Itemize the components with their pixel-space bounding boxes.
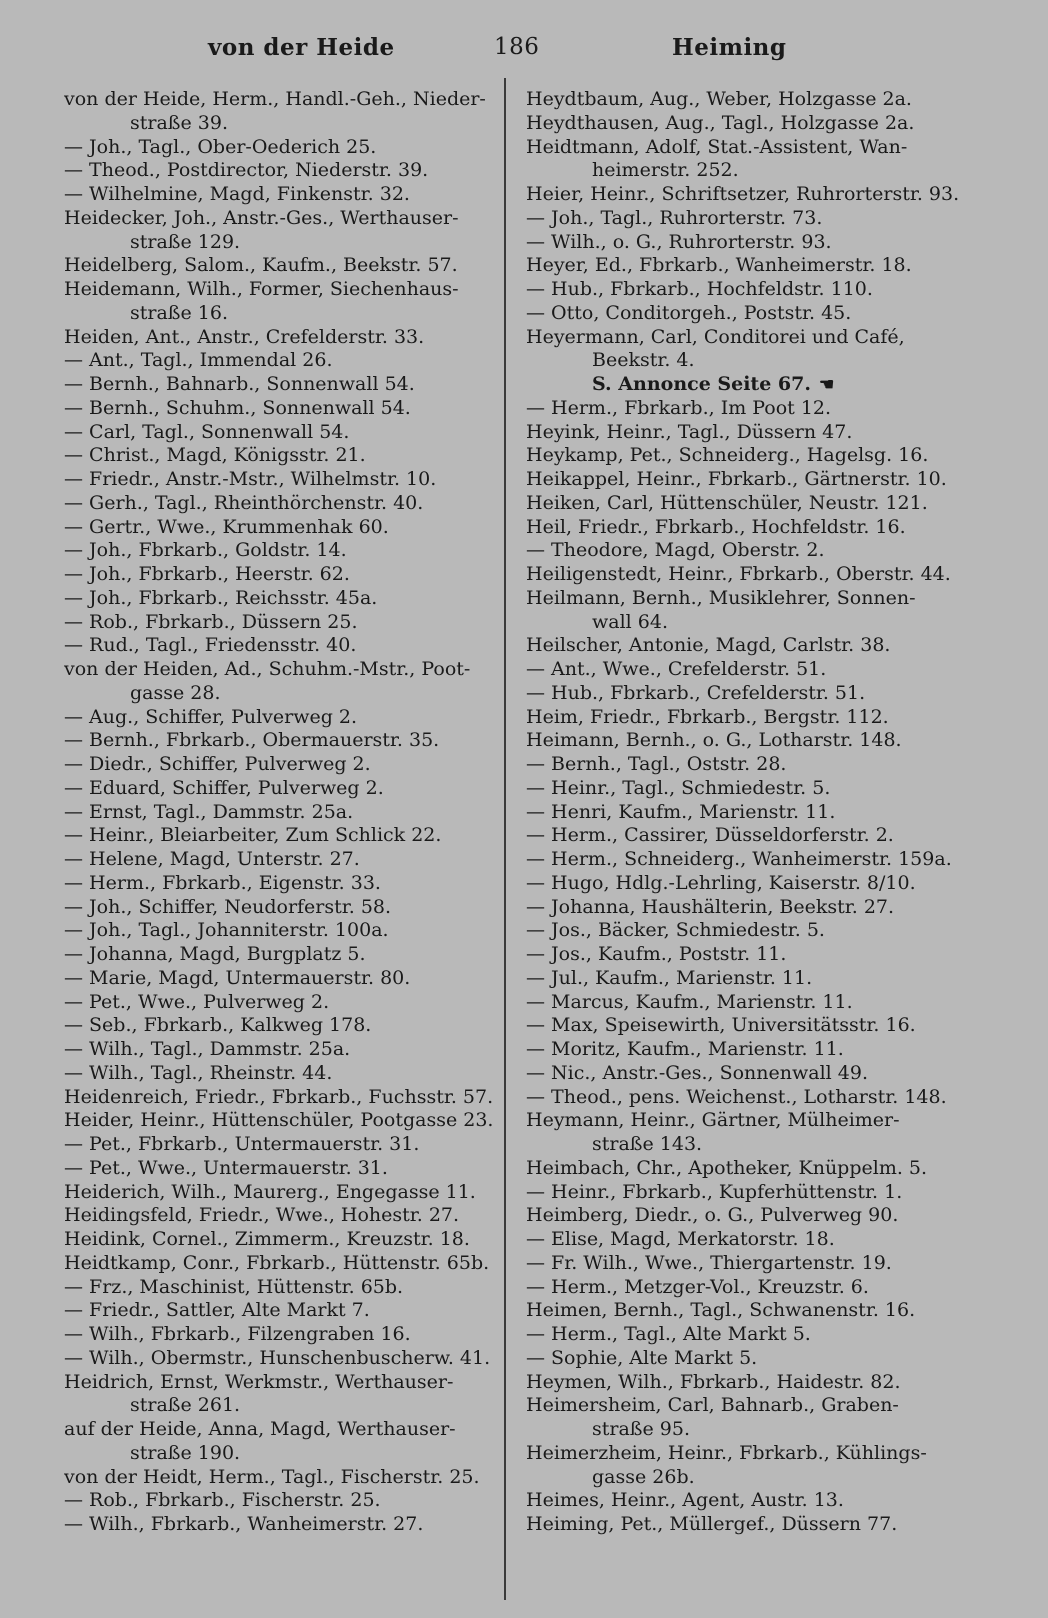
directory-entry-line: [526, 824, 974, 848]
entry-text: — Joh., Fbrkarb., Heerstr. 62.: [64, 563, 350, 585]
entry-text: — Rob., Fbrkarb., Düssern 25.: [64, 610, 358, 633]
entry-text: — Heinr., Bleiarbeiter, Zum Schlick 22.: [64, 824, 442, 847]
directory-entry-line: [526, 587, 974, 611]
entry-text: — Marie, Magd, Untermauerstr. 80.: [64, 966, 411, 989]
directory-entry-line: [526, 919, 974, 943]
entry-text: — Herm., Schneiderg., Wanheimerstr. 159a.: [526, 848, 952, 870]
entry-text: — Joh., Tagl., Johanniterstr. 100a.: [64, 919, 389, 942]
directory-entry-line: [64, 1323, 500, 1347]
entry-text: Heydthausen, Aug., Tagl., Holzgasse 2a.: [526, 111, 915, 134]
entry-text: — Wilh., Obermstr., Hunschenbuscherw. 41.: [64, 1346, 491, 1369]
entry-text: Heidtmann, Adolf, Stat.-Assistent, Wan-: [526, 135, 908, 158]
entry-text: — Carl, Tagl., Sonnenwall 54.: [64, 420, 350, 443]
directory-entry-line: [526, 349, 974, 373]
directory-entry-line: [64, 587, 500, 611]
directory-entry-line: [64, 658, 500, 682]
entry-text: Heiden, Ant., Anstr., Crefelderstr. 33.: [64, 325, 425, 348]
entry-text: straße 129.: [130, 230, 241, 253]
directory-entry-line: [64, 1371, 500, 1395]
directory-entry-line: [64, 896, 500, 920]
entry-text: auf der Heide, Anna, Magd, Werthauser-: [64, 1418, 456, 1440]
directory-entry-line: [526, 753, 974, 777]
directory-entry-line: [64, 872, 500, 896]
entry-text: Heymann, Heinr., Gärtner, Mülheimer-: [526, 1109, 900, 1132]
directory-entry-line: [526, 278, 974, 302]
directory-entry-line: [64, 183, 500, 207]
directory-entry-line: [64, 1204, 500, 1228]
entry-text: Heiming, Pet., Müllergef., Düssern 77.: [526, 1513, 898, 1535]
entry-text: — Pet., Wwe., Untermauerstr. 31.: [64, 1156, 388, 1179]
entry-text: — Bernh., Schuhm., Sonnenwall 54.: [64, 396, 411, 419]
directory-entry-line: [64, 1276, 500, 1300]
directory-entry-line: [526, 634, 974, 658]
entry-text: straße 39.: [130, 111, 228, 134]
directory-entry-line: [64, 1513, 500, 1537]
directory-entry-line: [526, 1489, 974, 1513]
entry-text: — Bernh., Bahnarb., Sonnenwall 54.: [64, 373, 415, 395]
directory-entry-line: [526, 516, 974, 540]
entry-text: — Seb., Fbrkarb., Kalkweg 178.: [64, 1014, 372, 1037]
entry-text: Heyer, Ed., Fbrkarb., Wanheimerstr. 18.: [526, 254, 912, 277]
page-header: [0, 34, 1048, 70]
entry-text: — Friedr., Sattler, Alte Markt 7.: [64, 1299, 370, 1322]
directory-entry-line: [64, 706, 500, 730]
directory-entry-line: [64, 397, 500, 421]
directory-entry-line: [64, 468, 500, 492]
entry-text: Heidelberg, Salom., Kaufm., Beekstr. 57.: [64, 254, 458, 277]
directory-entry-line: [526, 231, 974, 255]
column-divider: [504, 78, 506, 1600]
directory-entry-line: [64, 801, 500, 825]
directory-entry-line: [526, 1418, 974, 1442]
directory-entry-line: [64, 729, 500, 753]
directory-entry-line: [526, 1204, 974, 1228]
entry-text: Heier, Heinr., Schriftsetzer, Ruhrorterstr. 93.: [526, 183, 960, 205]
directory-entry-line: [526, 468, 974, 492]
directory-entry-line: [64, 112, 500, 136]
directory-entry-line: [64, 848, 500, 872]
entry-text: S. Annonce Seite 67.: [592, 373, 811, 395]
entry-text: Heidenreich, Friedr., Fbrkarb., Fuchsstr. 57.: [64, 1085, 494, 1108]
directory-entry-line: [526, 326, 974, 350]
directory-entry-line: [64, 421, 500, 445]
entry-text: Heidingsfeld, Friedr., Wwe., Hohestr. 27.: [64, 1204, 460, 1227]
entry-text: — Frz., Maschinist, Hüttenstr. 65b.: [64, 1275, 404, 1298]
entry-text: — Otto, Conditorgeh., Poststr. 45.: [526, 301, 852, 324]
directory-entry-line: [526, 444, 974, 468]
directory-entry-line: [526, 1062, 974, 1086]
entry-text: — Nic., Anstr.-Ges., Sonnenwall 49.: [526, 1061, 868, 1084]
entry-text: — Wilh., o. G., Ruhrorterstr. 93.: [526, 230, 832, 253]
directory-entry-line: [526, 302, 974, 326]
directory-entry-line: [64, 1442, 500, 1466]
entry-text: Heikappel, Heinr., Fbrkarb., Gärtnerstr. 10.: [526, 468, 947, 490]
directory-entry-line: [526, 207, 974, 231]
entry-text: Heiderich, Wilh., Maurerg., Engegasse 11.: [64, 1180, 476, 1203]
directory-entry-line: [526, 1133, 974, 1157]
directory-entry-line: [64, 278, 500, 302]
directory-entry-line: [64, 539, 500, 563]
directory-entry-line: [526, 682, 974, 706]
entry-text: — Ant., Tagl., Immendal 26.: [64, 349, 333, 372]
entry-text: — Hugo, Hdlg.-Lehrling, Kaiserstr. 8/10.: [526, 871, 916, 894]
entry-text: — Joh., Fbrkarb., Reichsstr. 45a.: [64, 586, 378, 609]
directory-entry-line: [526, 183, 974, 207]
entry-text: Heykamp, Pet., Schneiderg., Hagelsg. 16.: [526, 444, 929, 467]
directory-entry-line: [64, 824, 500, 848]
directory-entry-line: [64, 136, 500, 160]
entry-text: — Wilh., Fbrkarb., Wanheimerstr. 27.: [64, 1513, 424, 1535]
directory-entry-line: [526, 1299, 974, 1323]
entry-text: — Herm., Cassirer, Düsseldorferstr. 2.: [526, 824, 894, 847]
directory-entry-line: [526, 991, 974, 1015]
entry-text: — Rud., Tagl., Friedensstr. 40.: [64, 634, 357, 657]
directory-entry-line: [526, 421, 974, 445]
directory-entry-line: [64, 611, 500, 635]
directory-entry-line: [64, 1347, 500, 1371]
entry-text: Heimerzheim, Heinr., Fbrkarb., Kühlings-: [526, 1441, 927, 1464]
entry-text: — Ernst, Tagl., Dammstr. 25a.: [64, 800, 354, 823]
directory-entry-line: [64, 777, 500, 801]
directory-entry-line: [526, 397, 974, 421]
entry-text: von der Heiden, Ad., Schuhm.-Mstr., Poot-: [64, 658, 471, 680]
directory-entry-line: [526, 1252, 974, 1276]
directory-entry-line: [64, 1109, 500, 1133]
directory-entry-line: [64, 1086, 500, 1110]
entry-text: — Bernh., Fbrkarb., Obermauerstr. 35.: [64, 729, 440, 752]
entry-text: — Bernh., Tagl., Oststr. 28.: [526, 753, 787, 775]
entry-text: — Hub., Fbrkarb., Crefelderstr. 51.: [526, 681, 866, 704]
entry-text: — Herm., Fbrkarb., Eigenstr. 33.: [64, 871, 381, 894]
entry-text: — Gertr., Wwe., Krummenhak 60.: [64, 515, 389, 538]
entry-text: — Elise, Magd, Merkatorstr. 18.: [526, 1228, 835, 1250]
directory-entry-line: [526, 88, 974, 112]
directory-entry-line: [64, 563, 500, 587]
entry-text: — Pet., Wwe., Pulverweg 2.: [64, 990, 330, 1013]
directory-entry-line: [526, 1347, 974, 1371]
directory-entry-line: [526, 1038, 974, 1062]
directory-entry-line: [64, 1489, 500, 1513]
annonce-reference: [526, 373, 974, 397]
directory-entry-line: [526, 1276, 974, 1300]
entry-text: — Joh., Tagl., Ober-Oederich 25.: [64, 135, 377, 158]
directory-entry-line: [64, 682, 500, 706]
directory-entry-line: [526, 611, 974, 635]
entry-text: Heydtbaum, Aug., Weber, Holzgasse 2a.: [526, 88, 912, 110]
directory-entry-line: [526, 1014, 974, 1038]
directory-entry-line: [64, 302, 500, 326]
directory-entry-line: [526, 1181, 974, 1205]
directory-entry-line: [526, 1442, 974, 1466]
directory-entry-line: [64, 326, 500, 350]
entry-text: — Theodore, Magd, Oberstr. 2.: [526, 539, 825, 562]
entry-text: — Joh., Schiffer, Neudorferstr. 58.: [64, 895, 392, 918]
entry-text: heimerstr. 252.: [592, 159, 739, 182]
entry-text: — Heinr., Fbrkarb., Kupferhüttenstr. 1.: [526, 1180, 903, 1203]
directory-entry-line: [64, 159, 500, 183]
directory-entry-line: [526, 896, 974, 920]
directory-entry-line: [526, 112, 974, 136]
directory-entry-line: [526, 658, 974, 682]
directory-entry-line: [64, 207, 500, 231]
directory-entry-line: [526, 539, 974, 563]
entry-text: straße 190.: [130, 1441, 241, 1464]
entry-text: — Wilh., Tagl., Rheinstr. 44.: [64, 1061, 333, 1084]
entry-text: Heil, Friedr., Fbrkarb., Hochfeldstr. 16.: [526, 515, 906, 538]
entry-text: — Theod., pens. Weichenst., Lotharstr. 148.: [526, 1085, 947, 1108]
entry-text: — Theod., Postdirector, Niederstr. 39.: [64, 159, 429, 182]
directory-entry-line: [64, 967, 500, 991]
directory-entry-line: [64, 231, 500, 255]
entry-text: straße 143.: [592, 1133, 703, 1155]
entry-text: Heidink, Cornel., Zimmerm., Kreuzstr. 18.: [64, 1228, 470, 1250]
entry-text: — Max, Speisewirth, Universitätsstr. 16.: [526, 1014, 916, 1037]
directory-entry-line: [526, 563, 974, 587]
directory-entry-line: [64, 1014, 500, 1038]
entry-text: — Gerh., Tagl., Rheinthörchenstr. 40.: [64, 491, 424, 514]
directory-entry-line: [64, 991, 500, 1015]
entry-text: Heimersheim, Carl, Bahnarb., Graben-: [526, 1394, 899, 1417]
directory-entry-line: [64, 1252, 500, 1276]
entry-text: — Jos., Bäcker, Schmiedestr. 5.: [526, 919, 825, 942]
directory-entry-line: [526, 492, 974, 516]
entry-text: Heimbach, Chr., Apotheker, Knüppelm. 5.: [526, 1156, 928, 1179]
directory-entry-line: [64, 1466, 500, 1490]
directory-entry-line: [526, 1323, 974, 1347]
entry-text: — Ant., Wwe., Crefelderstr. 51.: [526, 658, 827, 680]
entry-text: — Friedr., Anstr.-Mstr., Wilhelmstr. 10.: [64, 468, 437, 490]
entry-text: — Wilh., Fbrkarb., Filzengraben 16.: [64, 1323, 411, 1345]
entry-text: Heiken, Carl, Hüttenschüler, Neustr. 121.: [526, 491, 928, 514]
directory-entry-line: [526, 801, 974, 825]
directory-entry-line: [526, 1086, 974, 1110]
directory-entry-line: [64, 88, 500, 112]
directory-entry-line: [526, 706, 974, 730]
directory-entry-line: [526, 1157, 974, 1181]
entry-text: — Herm., Fbrkarb., Im Poot 12.: [526, 396, 832, 419]
directory-entry-line: [526, 1466, 974, 1490]
directory-entry-line: [526, 1513, 974, 1537]
directory-entry-line: [64, 254, 500, 278]
right-column: [526, 88, 974, 1537]
entry-text: — Herm., Metzger-Vol., Kreuzstr. 6.: [526, 1275, 869, 1298]
entry-text: Heider, Heinr., Hüttenschüler, Pootgasse 23.: [64, 1109, 494, 1132]
entry-text: — Marcus, Kaufm., Marienstr. 11.: [526, 990, 853, 1013]
entry-text: — Hub., Fbrkarb., Hochfeldstr. 110.: [526, 278, 873, 300]
directory-entry-line: [64, 1228, 500, 1252]
entry-text: wall 64.: [592, 610, 668, 633]
left-column: [64, 88, 500, 1537]
entry-text: straße 16.: [130, 301, 228, 324]
header-right-term: Heiming: [672, 34, 787, 61]
entry-text: Heim, Friedr., Fbrkarb., Bergstr. 112.: [526, 705, 889, 728]
entry-text: — Christ., Magd, Königsstr. 21.: [64, 444, 366, 467]
directory-entry-line: [64, 1062, 500, 1086]
directory-entry-line: [64, 349, 500, 373]
entry-text: Heimen, Bernh., Tagl., Schwanenstr. 16.: [526, 1299, 916, 1322]
directory-entry-line: [526, 848, 974, 872]
entry-text: Heyermann, Carl, Conditorei und Café,: [526, 325, 905, 348]
entry-text: gasse 26b.: [592, 1465, 695, 1488]
directory-entry-line: [64, 634, 500, 658]
entry-text: Heiligenstedt, Heinr., Fbrkarb., Oberstr. 44.: [526, 563, 951, 585]
entry-text: von der Heidt, Herm., Tagl., Fischerstr. 25.: [64, 1465, 480, 1488]
entry-text: Heymen, Wilh., Fbrkarb., Haidestr. 82.: [526, 1370, 901, 1393]
entry-text: — Eduard, Schiffer, Pulverweg 2.: [64, 776, 384, 799]
entry-text: Heidemann, Wilh., Former, Siechenhaus-: [64, 278, 459, 300]
entry-text: — Jos., Kaufm., Poststr. 11.: [526, 943, 787, 965]
directory-entry-line: [64, 919, 500, 943]
entry-text: Heilscher, Antonie, Magd, Carlstr. 38.: [526, 634, 891, 657]
entry-text: Heidtkamp, Conr., Fbrkarb., Hüttenstr. 65b.: [64, 1251, 490, 1274]
entry-text: Heimberg, Diedr., o. G., Pulverweg 90.: [526, 1204, 899, 1227]
directory-entry-line: [526, 872, 974, 896]
entry-text: Heimes, Heinr., Agent, Austr. 13.: [526, 1489, 844, 1512]
entry-text: — Pet., Fbrkarb., Untermauerstr. 31.: [64, 1133, 420, 1155]
pointing-hand-icon: ☚: [818, 375, 835, 395]
directory-entry-line: [64, 373, 500, 397]
entry-text: — Helene, Magd, Unterstr. 27.: [64, 848, 360, 870]
directory-entry-line: [64, 753, 500, 777]
directory-entry-line: [64, 1157, 500, 1181]
directory-entry-line: [526, 943, 974, 967]
directory-entry-line: [526, 729, 974, 753]
directory-entry-line: [526, 1371, 974, 1395]
entry-text: — Wilhelmine, Magd, Finkenstr. 32.: [64, 183, 410, 205]
entry-text: — Henri, Kaufm., Marienstr. 11.: [526, 800, 836, 823]
entry-text: Heilmann, Bernh., Musiklehrer, Sonnen-: [526, 586, 916, 609]
entry-text: — Fr. Wilh., Wwe., Thiergartenstr. 19.: [526, 1251, 892, 1274]
entry-text: — Joh., Fbrkarb., Goldstr. 14.: [64, 539, 347, 562]
entry-text: — Aug., Schiffer, Pulverweg 2.: [64, 705, 358, 728]
entry-text: — Rob., Fbrkarb., Fischerstr. 25.: [64, 1489, 381, 1512]
entry-text: — Diedr., Schiffer, Pulverweg 2.: [64, 753, 371, 775]
directory-entry-line: [526, 254, 974, 278]
directory-entry-line: [526, 1228, 974, 1252]
directory-entry-line: [64, 1038, 500, 1062]
entry-text: straße 261.: [130, 1394, 241, 1417]
entry-text: gasse 28.: [130, 681, 221, 704]
entry-text: — Herm., Tagl., Alte Markt 5.: [526, 1323, 811, 1345]
directory-entry-line: [526, 777, 974, 801]
directory-entry-line: [526, 159, 974, 183]
entry-text: — Jul., Kaufm., Marienstr. 11.: [526, 966, 813, 989]
header-left-term: von der Heide: [208, 34, 395, 61]
directory-entry-line: [64, 1394, 500, 1418]
entry-text: Heyink, Heinr., Tagl., Düssern 47.: [526, 420, 853, 443]
entry-text: Heimann, Bernh., o. G., Lotharstr. 148.: [526, 729, 902, 752]
entry-text: — Moritz, Kaufm., Marienstr. 11.: [526, 1038, 844, 1060]
entry-text: von der Heide, Herm., Handl.-Geh., Nieder-: [64, 88, 486, 110]
entry-text: — Johanna, Magd, Burgplatz 5.: [64, 943, 366, 965]
directory-entry-line: [64, 492, 500, 516]
entry-text: Heidecker, Joh., Anstr.-Ges., Werthauser-: [64, 206, 459, 229]
directory-entry-line: [526, 1394, 974, 1418]
directory-entry-line: [64, 1133, 500, 1157]
directory-entry-line: [64, 1299, 500, 1323]
entry-text: straße 95.: [592, 1418, 690, 1440]
entry-text: — Johanna, Haushälterin, Beekstr. 27.: [526, 895, 895, 918]
directory-entry-line: [64, 943, 500, 967]
entry-text: — Joh., Tagl., Ruhrorterstr. 73.: [526, 206, 823, 229]
directory-entry-line: [526, 136, 974, 160]
page-number: 186: [494, 34, 540, 60]
entry-text: — Wilh., Tagl., Dammstr. 25a.: [64, 1038, 351, 1060]
directory-entry-line: [526, 967, 974, 991]
directory-entry-line: [64, 516, 500, 540]
entry-text: — Sophie, Alte Markt 5.: [526, 1346, 758, 1369]
entry-text: Heidrich, Ernst, Werkmstr., Werthauser-: [64, 1370, 454, 1393]
entry-text: Beekstr. 4.: [592, 349, 695, 372]
directory-entry-line: [64, 1181, 500, 1205]
directory-entry-line: [526, 1109, 974, 1133]
entry-text: — Heinr., Tagl., Schmiedestr. 5.: [526, 776, 831, 799]
directory-entry-line: [64, 1418, 500, 1442]
directory-entry-line: [64, 444, 500, 468]
